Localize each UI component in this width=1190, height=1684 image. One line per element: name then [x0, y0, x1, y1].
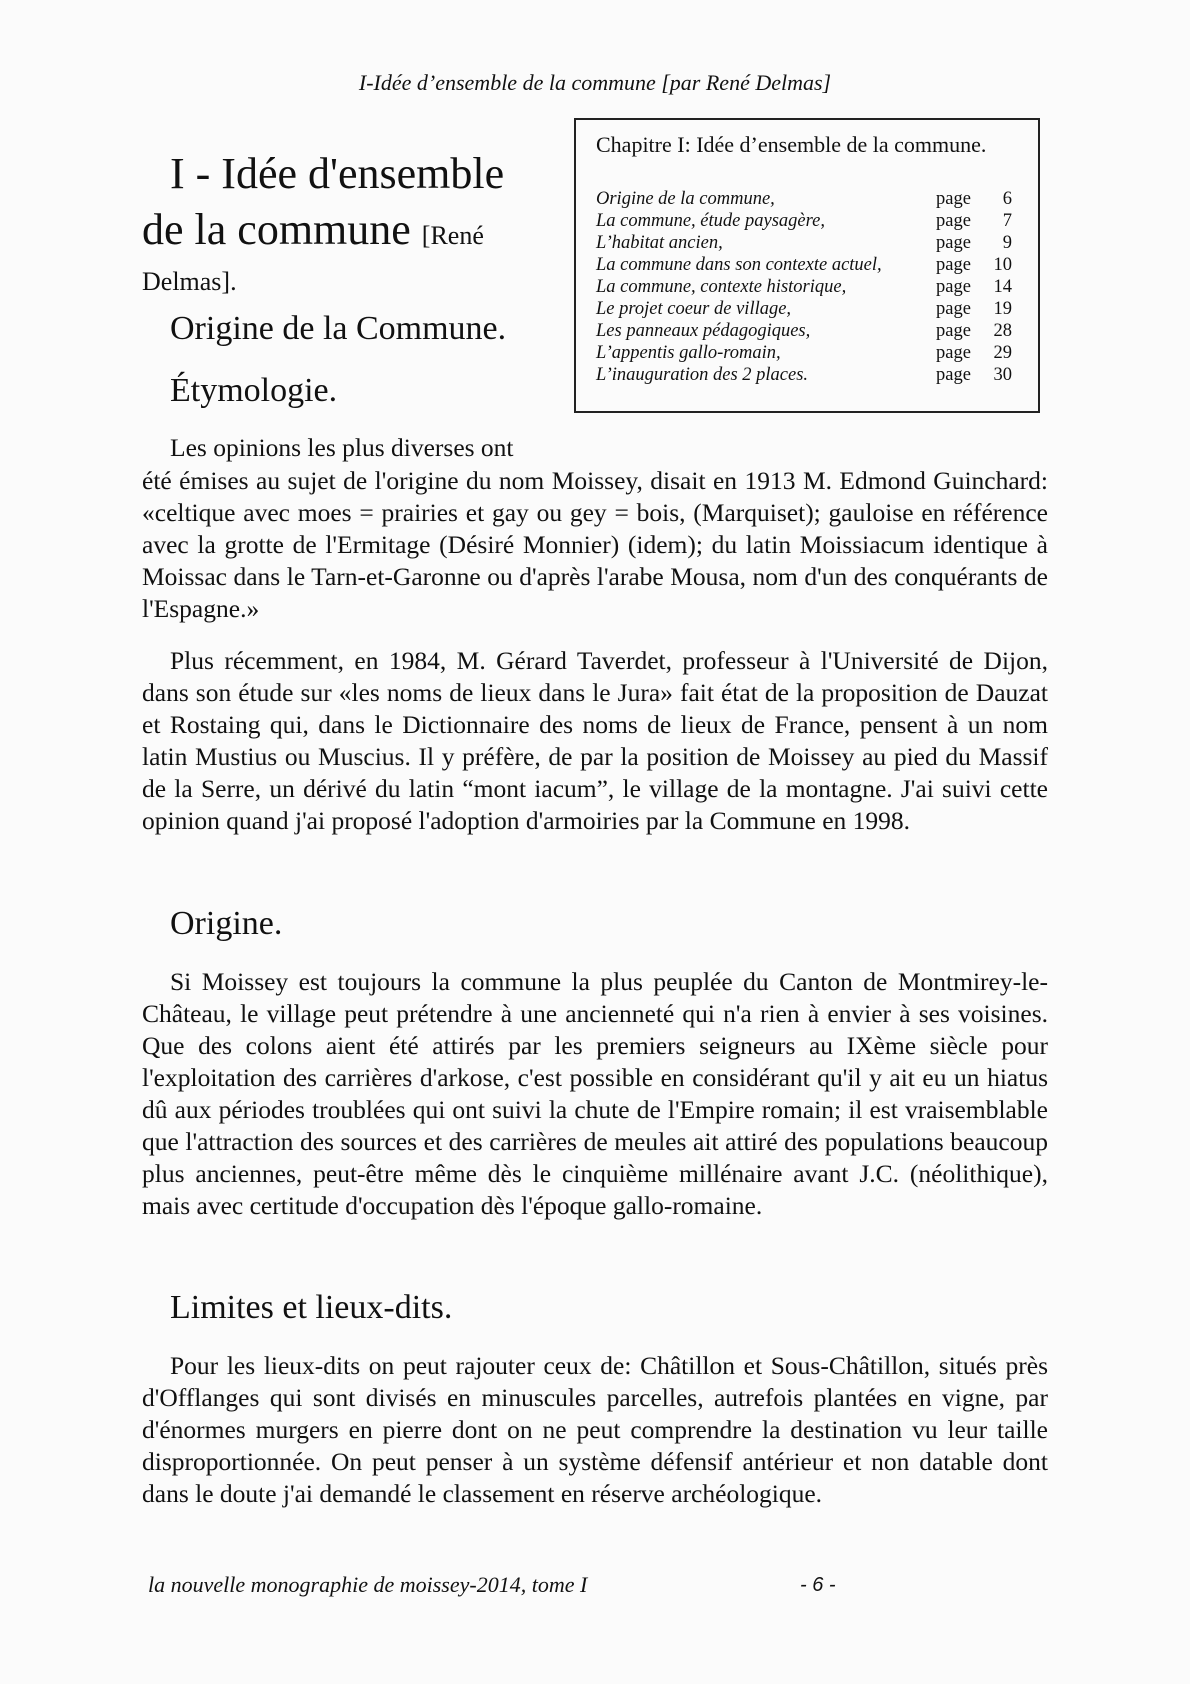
chapter-title-line2: de la commune [142, 205, 411, 254]
paragraph-etymologie: été émises au sujet de l'origine du nom Moissey, disait en 1913 M. Edmond Guinchard: «celtique avec moes = prairies et gay ou gey = bois, (Marquiset); gauloise en référence avec la grotte de l'Ermitage (Désiré Monnier) (idem); du latin Moissiacum identique à Moissac dans le Tarn-et-Garonne ou d'après l'arabe Mousa, nom d'un des conquérants de l'Espagne.» [142, 466, 1048, 623]
paragraph-taverdet: Plus récemment, en 1984, M. Gérard Taverdet, professeur à l'Université de Dijon, dans son étude sur «les noms de lieux dans le Jura» fait état de la proposition de Dauzat et Rostaing qui, dans le Dictionnaire des noms de lieux de France, pensent à un nom latin Mustius ou Muscius. Il y préfère, de par la position de Moissey au pied du Massif de la Serre, un dérivé du latin “mont iacum”, le village de la montagne. J'ai suivi cette opinion quand j'ai proposé l'adoption d'armoiries par la Commune en 1998. [142, 646, 1048, 835]
toc-list [596, 188, 1022, 386]
toc-entry [596, 298, 1022, 320]
toc-entry-page-number: 6 [1002, 189, 1012, 209]
toc-entry-page-word: page [936, 233, 971, 253]
toc-entry-page-number: 7 [1002, 211, 1012, 231]
toc-entry-label: L’appentis gallo-romain, [596, 343, 781, 363]
toc-entry [596, 188, 1022, 210]
toc-entry-label: Le projet coeur de village, [596, 299, 792, 319]
chapter-title-line1: I - Idée d'ensemble [170, 149, 505, 198]
toc-entry-page-word: page [936, 365, 971, 385]
chapter-author: [René [421, 221, 484, 250]
toc-entry-label: La commune dans son contexte actuel, [596, 255, 882, 275]
toc-entry-page-word: page [936, 343, 971, 363]
toc-entry-label: L’habitat ancien, [596, 233, 723, 253]
toc-entry-page-number: 10 [993, 255, 1012, 275]
paragraph-etymologie-start: Les opinions les plus diverses ont [170, 433, 514, 462]
toc-entry-label: L’inauguration des 2 places. [596, 365, 809, 385]
toc-entry-page-number: 14 [993, 277, 1012, 297]
toc-entry-page-word: page [936, 321, 971, 341]
toc-entry [596, 210, 1022, 232]
footer-title: la nouvelle monographie de moissey-2014, tome I [148, 1572, 588, 1597]
heading-origine-commune: Origine de la Commune. [170, 310, 507, 347]
paragraph-limites: Pour les lieux-dits on peut rajouter ceux de: Châtillon et Sous-Châtillon, situés près d'Offlanges qui sont divisés en minuscules parcelles, autrefois plantées en vigne, par d'énormes murgers en pierre dont on ne peut comprendre la destination vu leur taille disproportionnée. On peut penser à un système défensif antérieur et non datable dont dans le doute j'ai demandé le classement en réserve archéologique. [142, 1351, 1048, 1508]
toc-entry [596, 320, 1022, 342]
toc-entry-page-word: page [936, 255, 971, 275]
toc-entry-page-word: page [936, 211, 971, 231]
heading-etymologie: Étymologie. [170, 372, 338, 409]
toc-entry-page-number: 19 [993, 299, 1012, 319]
toc-entry [596, 364, 1022, 386]
toc-title: Chapitre I: Idée d’ensemble de la commune. [596, 132, 987, 157]
toc-entry-label: Les panneaux pédagogiques, [596, 321, 811, 341]
toc-entry-page-number: 30 [993, 365, 1012, 385]
chapter-author-cont: Delmas]. [142, 267, 237, 296]
toc-entry-page-word: page [936, 277, 971, 297]
toc-entry-label: Origine de la commune, [596, 189, 775, 209]
paragraph-origine: Si Moissey est toujours la commune la plus peuplée du Canton de Montmirey-le-Château, le village peut prétendre à une ancienneté qui n'a rien à envier à ses voisines. Que des colons aient été attirés par les premiers seigneurs au IXème siècle pour l'exploitation des carrières d'arkose, c'est possible en considérant qu'il y ait eu un hiatus dû aux périodes troublées qui ont suivi la chute de l'Empire romain; il est vraisemblable que l'attraction des sources et des carrières de meules ait attiré des populations beaucoup plus anciennes, peut-être même dès le cinquième millénaire avant J.C. (néolithique), mais avec certitude d'occupation dès l'époque gallo-romaine. [142, 967, 1048, 1220]
toc-entry-page-word: page [936, 299, 971, 319]
toc-entry-label: La commune, contexte historique, [596, 277, 847, 297]
toc-entry [596, 254, 1022, 276]
toc-entry [596, 276, 1022, 298]
toc-entry [596, 232, 1022, 254]
toc-entry-label: La commune, étude paysagère, [596, 211, 825, 231]
heading-limites: Limites et lieux-dits. [170, 1289, 453, 1326]
toc-entry [596, 342, 1022, 364]
chapter-toc-box [574, 118, 1040, 413]
toc-entry-page-number: 28 [993, 321, 1012, 341]
page-number: - 6 - [800, 1574, 836, 1596]
toc-entry-page-number: 9 [1002, 233, 1012, 253]
toc-entry-page-number: 29 [993, 343, 1012, 363]
toc-entry-page-word: page [936, 189, 971, 209]
running-header: I-Idée d’ensemble de la commune [par René Delmas] [358, 70, 832, 95]
chapter-title [142, 146, 562, 300]
heading-origine: Origine. [170, 905, 283, 942]
